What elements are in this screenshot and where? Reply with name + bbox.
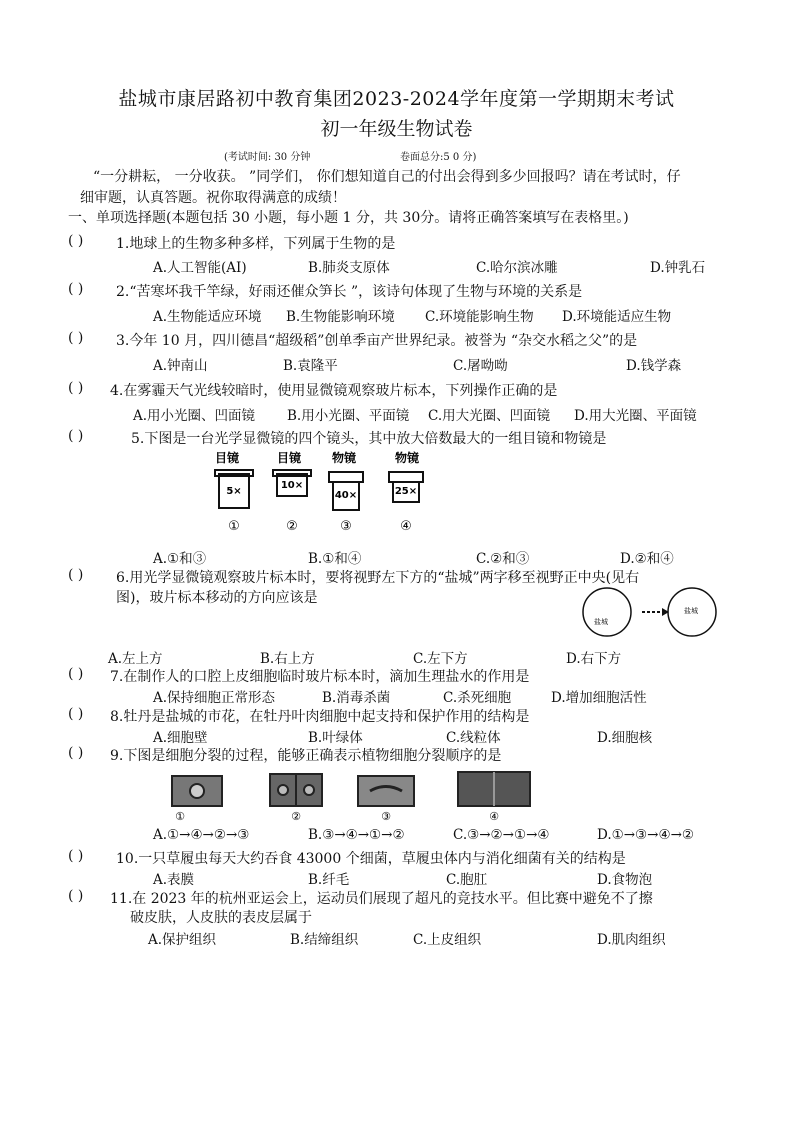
- cell-stage-3: [358, 776, 414, 806]
- option-a: A.保持细胞正常形态: [153, 690, 276, 706]
- option-a: A.保护组织: [148, 932, 217, 948]
- option-a: A.用小光圈、凹面镜: [133, 408, 256, 424]
- question-stem: 11.在 2023 年的杭州亚运会上，运动员们展现了超凡的竞技水平。但比赛中避免不了擦: [110, 891, 653, 907]
- objective-top: [389, 472, 423, 482]
- option-b: B.肺炎支原体: [308, 260, 390, 276]
- option-d: D.肌肉组织: [597, 932, 666, 948]
- option-c: C.用大光圈、凹面镜: [428, 408, 551, 424]
- intro-line-1: “一分耕耘， 一分收获。 ”同学们， 你们想知道自己的付出会得到多少回报吗？请在考试时，仔: [93, 169, 681, 185]
- lens-mag: 5×: [226, 486, 242, 497]
- answer-blank[interactable]: ( ): [68, 380, 84, 396]
- option-a: A.左上方: [108, 651, 163, 667]
- answer-blank[interactable]: ( ): [68, 848, 84, 864]
- field-before: [583, 588, 631, 636]
- field-text-after: 盐城: [684, 607, 698, 615]
- option-c: C.③→②→①→④: [453, 827, 550, 843]
- lens-number: ④: [400, 519, 412, 534]
- field-text-before: 盐城: [594, 618, 608, 626]
- intro-line-2: 细审题，认真答题。祝你取得满意的成绩！: [80, 190, 346, 206]
- option-c: C.线粒体: [446, 730, 501, 746]
- question-stem: 6.用光学显微镜观察玻片标本时，要将视野左下方的“盐城”两字移至视野正中央(见右: [116, 570, 640, 586]
- option-b: B.结缔组织: [290, 932, 359, 948]
- exam-title: 盐城市康居路初中教育集团2023-2024学年度第一学期期末考试: [118, 88, 675, 110]
- cell-number: ③: [381, 810, 391, 823]
- nucleus: [190, 784, 204, 798]
- lens-header: 目镜: [215, 451, 240, 465]
- answer-blank[interactable]: ( ): [68, 233, 84, 249]
- total-score: 卷面总分:5 0 分): [400, 152, 477, 163]
- option-b: B.纤毛: [308, 872, 350, 888]
- option-d: D.增加细胞活性: [551, 690, 647, 706]
- question-stem: 5.下图是一台光学显微镜的四个镜头，其中放大倍数最大的一组目镜和物镜是: [131, 431, 607, 447]
- option-c: C.环境能影响生物: [425, 309, 534, 325]
- option-d: D.钟乳石: [650, 260, 706, 276]
- option-c: C.杀死细胞: [443, 690, 512, 706]
- option-a: A.钟南山: [153, 358, 208, 374]
- answer-blank[interactable]: ( ): [68, 330, 84, 346]
- option-b: B.①和④: [308, 551, 362, 567]
- cell-division-figure: [170, 770, 550, 824]
- cell-number: ④: [489, 810, 499, 823]
- cell-number: ①: [175, 810, 185, 823]
- answer-blank[interactable]: ( ): [68, 567, 84, 583]
- lens-number: ①: [228, 519, 240, 534]
- lens-mag: 40×: [334, 490, 358, 501]
- option-d: D.钱学森: [626, 358, 682, 374]
- question-stem: 7.在制作人的口腔上皮细胞临时玻片标本时，滴加生理盐水的作用是: [110, 669, 530, 685]
- objective-top: [329, 472, 363, 482]
- option-a: A.人工智能(AI): [153, 260, 247, 276]
- cell-number: ②: [291, 810, 301, 823]
- option-d: D.环境能适应生物: [562, 309, 672, 325]
- option-c: C.左下方: [413, 651, 468, 667]
- option-b: B.右上方: [260, 651, 315, 667]
- option-a: A.生物能适应环境: [153, 309, 262, 325]
- answer-blank[interactable]: ( ): [68, 428, 84, 444]
- answer-blank[interactable]: ( ): [68, 745, 84, 761]
- question-stem: 1.地球上的生物多种多样，下列属于生物的是: [116, 236, 396, 252]
- question-stem-continued: 破皮肤，人皮肤的表皮层属于: [130, 910, 312, 926]
- question-stem: 4.在雾霾天气光线较暗时，使用显微镜观察玻片标本，下列操作正确的是: [110, 383, 558, 399]
- question-stem: 9.下图是细胞分裂的过程，能够正确表示植物细胞分裂顺序的是: [110, 748, 502, 764]
- option-c: C.胞肛: [446, 872, 488, 888]
- option-d: D.食物泡: [597, 872, 653, 888]
- question-stem: 3.今年 10 月，四川德昌“超级稻”创单季亩产世界纪录。被誉为 “杂交水稻之父”的是: [116, 333, 638, 349]
- option-b: B.叶绿体: [308, 730, 363, 746]
- option-c: C.哈尔滨冰雕: [476, 260, 558, 276]
- exam-subtitle: 初一年级生物试卷: [320, 118, 473, 140]
- exam-time: (考试时间: 30 分钟: [224, 152, 311, 163]
- answer-blank[interactable]: ( ): [68, 706, 84, 722]
- answer-blank[interactable]: ( ): [68, 888, 84, 904]
- option-b: B.生物能影响环境: [286, 309, 395, 325]
- nucleus: [278, 785, 288, 795]
- lens-header: 物镜: [395, 451, 420, 465]
- option-b: B.③→④→①→②: [308, 827, 405, 843]
- question-stem: 2.“苦寒坏我千竿绿，好雨还催众笋长 ”，该诗句体现了生物与环境的关系是: [116, 284, 583, 300]
- lens-header: 物镜: [332, 451, 357, 465]
- option-a: A.表膜: [153, 872, 195, 888]
- nucleus: [304, 785, 314, 795]
- answer-blank[interactable]: ( ): [68, 281, 84, 297]
- option-d: D.细胞核: [597, 730, 653, 746]
- option-d: D.用大光圈、平面镜: [574, 408, 697, 424]
- section-heading: 一、单项选择题(本题包括 30 小题，每小题 1 分，共 30分。请将正确答案填写在表格里。): [68, 210, 629, 226]
- option-b: B.消毒杀菌: [322, 690, 391, 706]
- option-b: B.用小光圈、平面镜: [287, 408, 410, 424]
- lens-number: ③: [340, 519, 352, 534]
- lens-number: ②: [286, 519, 298, 534]
- answer-blank[interactable]: ( ): [68, 666, 84, 682]
- option-c: C.上皮组织: [413, 932, 482, 948]
- option-c: C.②和③: [476, 551, 530, 567]
- question-stem: 8.牡丹是盐城的市花，在牡丹叶肉细胞中起支持和保护作用的结构是: [110, 709, 530, 725]
- option-d: D.①→③→④→②: [597, 827, 694, 843]
- lens-header: 目镜: [277, 451, 302, 465]
- option-b: B.袁隆平: [283, 358, 338, 374]
- lens-figure: [205, 446, 435, 536]
- option-a: A.细胞壁: [153, 730, 208, 746]
- question-stem: 10.一只草履虫每天大约吞食 43000 个细菌，草履虫体内与消化细菌有关的结构是: [116, 851, 626, 867]
- option-c: C.屠呦呦: [453, 358, 508, 374]
- option-a: A.①→④→②→③: [153, 827, 250, 843]
- field-of-view-figure: [582, 582, 718, 642]
- option-d: D.②和④: [620, 551, 674, 567]
- lens-mag: 25×: [394, 486, 418, 497]
- option-d: D.右下方: [566, 651, 622, 667]
- question-stem-continued: 图)，玻片标本移动的方向应该是: [116, 590, 318, 606]
- option-a: A.①和③: [153, 551, 207, 567]
- lens-mag: 10×: [280, 480, 304, 491]
